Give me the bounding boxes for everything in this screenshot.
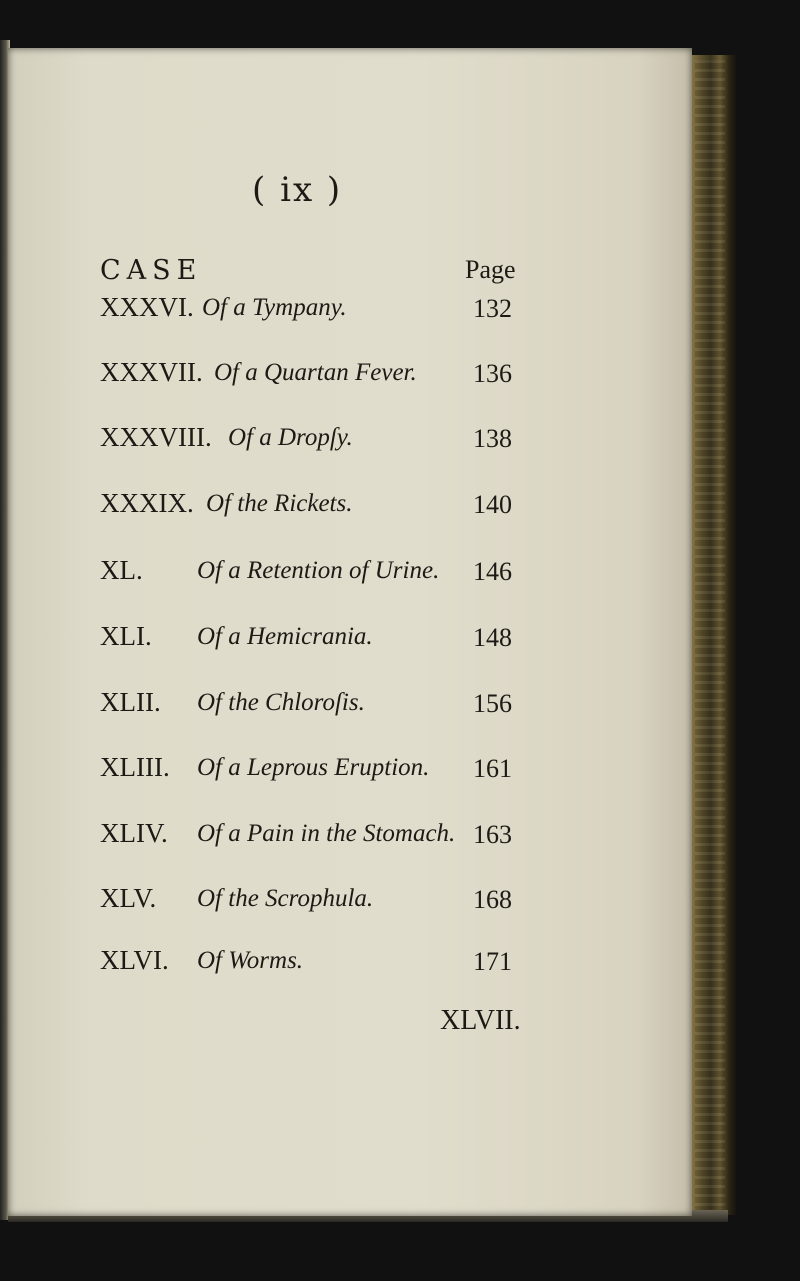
page-number: ( ix ) <box>252 170 343 210</box>
spine-texture <box>695 60 725 1210</box>
toc-entry <box>100 687 540 727</box>
toc-entry <box>100 292 540 332</box>
case-title: Of the Rickets. <box>206 490 353 517</box>
toc-entry <box>100 555 540 595</box>
page-ref: 163 <box>473 820 512 849</box>
page-column-header: Page <box>465 255 516 284</box>
case-number: XLIII. <box>100 752 170 782</box>
toc-entry <box>100 621 540 661</box>
toc-entry <box>100 883 540 923</box>
catchword: XLVII. <box>440 1005 521 1036</box>
page-ref: 136 <box>473 359 512 388</box>
case-number: XLII. <box>100 687 161 717</box>
case-number: XLI. <box>100 621 152 651</box>
case-title: Of a Quartan Fever. <box>214 359 417 386</box>
case-title: Of a Hemicrania. <box>197 623 373 650</box>
toc-entry <box>100 818 540 858</box>
case-title: Of a Pain in the Stomach. <box>197 820 456 847</box>
page-ref: 161 <box>473 754 512 783</box>
toc-entry <box>100 752 540 792</box>
case-title: Of the Chloroſis. <box>197 689 365 716</box>
page-ref: 168 <box>473 885 512 914</box>
case-number: XXXVII. <box>100 357 203 387</box>
case-title: Of a Leprous Eruption. <box>197 754 430 781</box>
page-ref: 146 <box>473 557 512 586</box>
page-ref: 132 <box>473 294 512 323</box>
case-number: XL. <box>100 555 143 585</box>
case-title: Of a Dropſy. <box>228 424 353 451</box>
page-ref: 140 <box>473 490 512 519</box>
page-ref: 171 <box>473 947 512 976</box>
case-number: XXXIX. <box>100 488 194 518</box>
case-title: Of a Tympany. <box>202 294 347 321</box>
case-number: XXXVIII. <box>100 422 212 452</box>
case-title: Of Worms. <box>197 947 304 974</box>
case-number: XXXVI. <box>100 292 194 322</box>
toc-entry <box>100 422 540 462</box>
page-ref: 138 <box>473 424 512 453</box>
toc-entry <box>100 945 540 985</box>
case-number: XLIV. <box>100 818 168 848</box>
case-title: Of a Retention of Urine. <box>197 557 440 584</box>
case-number: XLVI. <box>100 945 169 975</box>
case-title: Of the Scrophula. <box>197 885 374 912</box>
toc-entry <box>100 357 540 397</box>
case-column-header: CASE <box>100 255 203 286</box>
case-number: XLV. <box>100 883 157 913</box>
toc-entry <box>100 488 540 528</box>
page-ref: 156 <box>473 689 512 718</box>
page-ref: 148 <box>473 623 512 652</box>
